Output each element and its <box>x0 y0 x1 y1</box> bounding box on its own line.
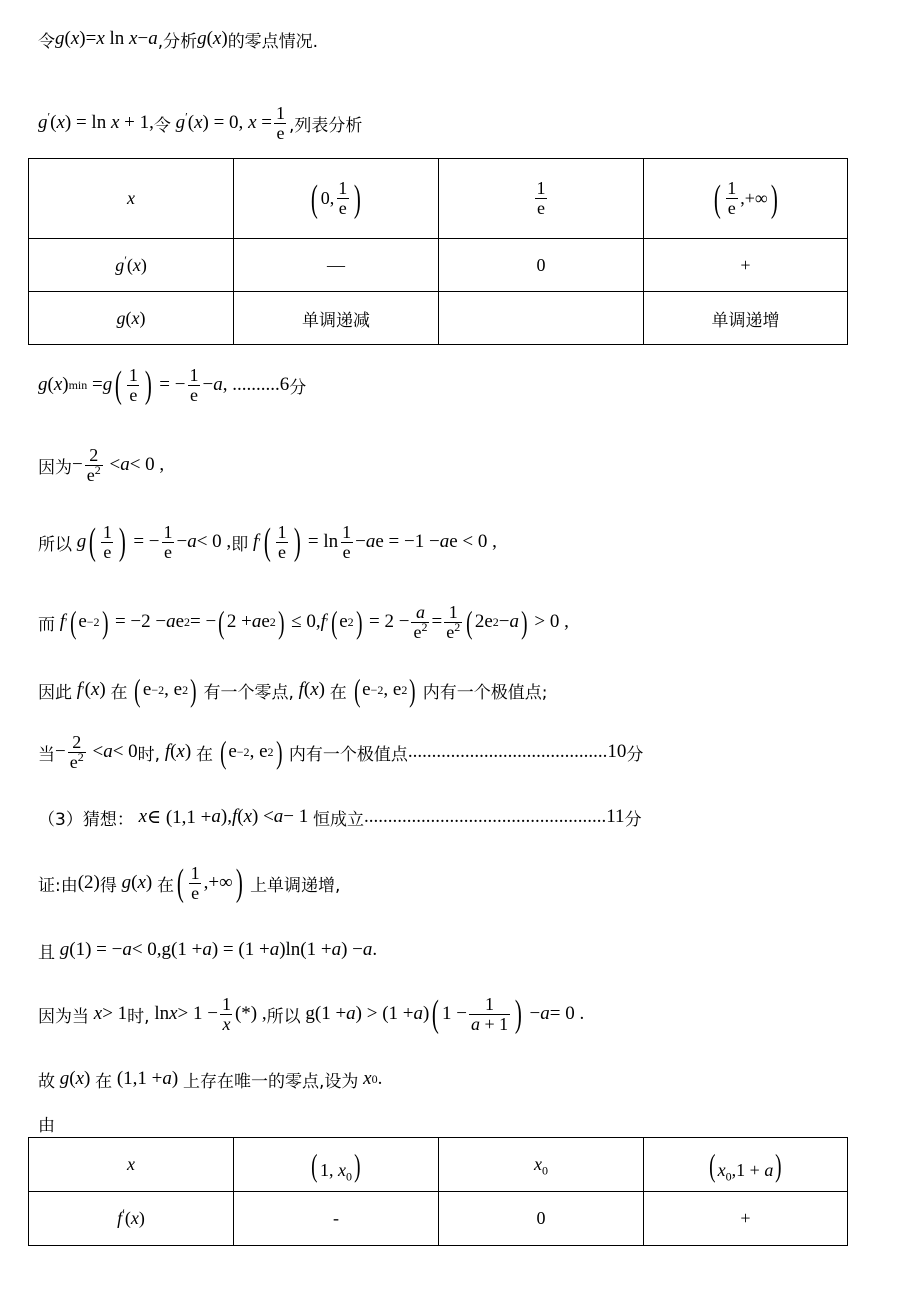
text-line-3: g ( x ) min = g ( $\frac{1}{e}$ ) = − $\frac{1}{e}$ − a , ..........6 分 <box>38 364 307 406</box>
text-line-12: 因为当 x > 1 时, ln x > 1 − $\frac{1}{x}$ (*) , 所以 g(1 + a ) > (1 + a ) ( 1 − $\frac{1}{a + 1}$ ) − a = 0 . <box>38 993 585 1035</box>
text-line-13: 故 g ( x ) 在 (1,1 + a ) 上存在唯一的零点,设为 x 0 . <box>38 1068 383 1092</box>
table2-header-interval-1: ( 1, $x_0$) <box>234 1138 439 1192</box>
text-line-14: 由 <box>38 1115 55 1136</box>
table1-header-interval-1: ( 0, $\frac{1}{e}$ ) <box>234 159 439 239</box>
table2-header-point: $x_0$ <box>439 1138 644 1192</box>
table2-header-interval-2: ( $x_0,1 + a$) <box>644 1138 848 1192</box>
table2-row1-label: f′(x) <box>29 1192 234 1246</box>
text-line-4: 因为 − $\frac{2}{e^2}$ < a < 0 , <box>38 444 165 485</box>
text-line-5: 所以 g ( $\frac{1}{e}$ ) = − $\frac{1}{e}$ − a < 0 , 即 f ′ ( $\frac{1}{e}$ ) = ln $\frac{1}{e}$ − a e = −1 − a e < 0 , <box>38 521 497 563</box>
table1-row2-label: g(x) <box>29 292 234 345</box>
table1-row2-cell <box>439 292 644 345</box>
table2-row1-cell: 0 <box>439 1192 644 1246</box>
text-line-2: g′(x) = ln x + 1, 令 g′(x) = 0, x = $\frac{1}{e}$ ,列表分析 <box>38 102 363 143</box>
table1-row1-label: g′(x) <box>29 239 234 292</box>
table1-header-interval-2: ( $\frac{1}{e}$ ,+∞ ) <box>644 159 848 239</box>
text-line-6: 而 f ′ ( e −2 ) = −2 − a e 2 = − ( 2 + a e 2 ) ≤ 0, f ′ ( e 2 ) = 2 − $\frac{a}{e^2}$ = $\frac{1}{e^2}$ ( 2e 2 − a ) > 0 , <box>38 601 569 642</box>
text-line-9: （3）猜想： x ∈ (1,1 + a ), f ( x ) < a − 1 恒成立 ...................................................11 分 <box>38 806 642 830</box>
text-line-1: 令 g ( x ) = x ln x − a ,分析 g ( x ) 的零点情况. <box>38 28 319 52</box>
text-line-10: 证:由 (2) 得 g ( x ) 在 ( $\frac{1}{e}$ ,+∞ ) 上单调递增, <box>38 862 341 904</box>
table1-row2-cell: 单调递减 <box>234 292 439 345</box>
text-line-8: 当 − $\frac{2}{e^2}$ < a < 0 时, f ( x ) 在 ( e −2 , e 2 ) 内有一个极值点 ..........................................10 分 <box>38 731 644 772</box>
table1-row2-cell: 单调递增 <box>644 292 848 345</box>
table2-header-x: x <box>29 1138 234 1192</box>
table1-row1-cell: + <box>644 239 848 292</box>
text-line-11: 且 g (1) = − a < 0,g(1 + a ) = (1 + a )ln(1 + a ) − a . <box>38 939 378 963</box>
table1-header-point: $\frac{1}{e}$ <box>439 159 644 239</box>
analysis-table-2 <box>28 1137 848 1246</box>
table1-row1-cell: 0 <box>439 239 644 292</box>
table2-row1-cell: + <box>644 1192 848 1246</box>
text-line-7: 因此 f ′ ( x ) 在 ( e −2 , e 2 ) 有一个零点, f ( x ) 在 ( e −2 , e 2 ) 内有一个极值点; <box>38 672 548 708</box>
table2-row1-cell: - <box>234 1192 439 1246</box>
table1-header-x: x <box>29 159 234 239</box>
table1-row1-cell: — <box>234 239 439 292</box>
analysis-table-1 <box>28 158 848 345</box>
